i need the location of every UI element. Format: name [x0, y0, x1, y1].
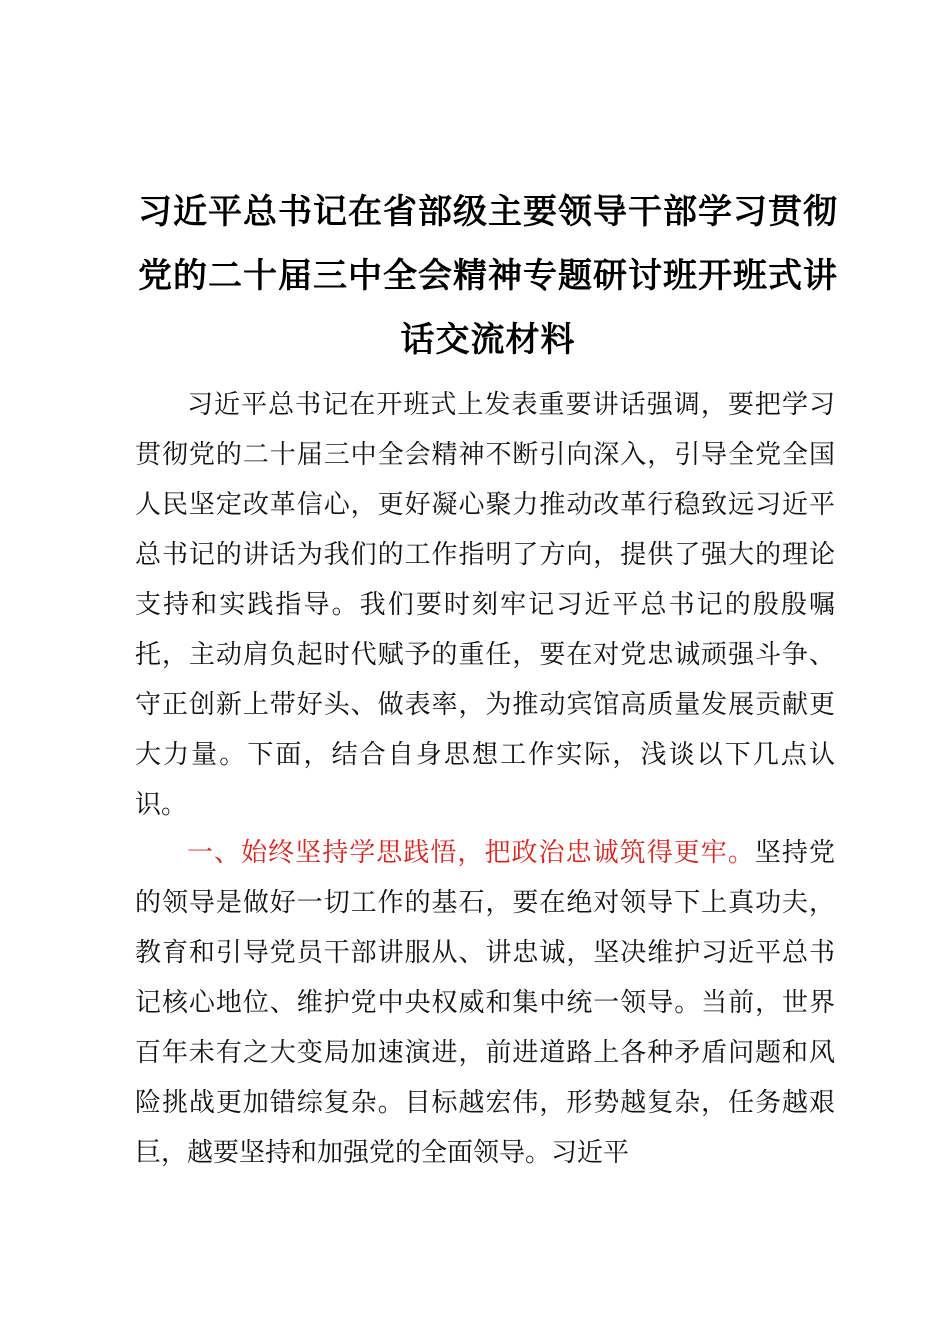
intro-paragraph: 习近平总书记在开班式上发表重要讲话强调，要把学习贯彻党的二十届三中全会精神不断引向深入，引导全党全国人民坚定改革信心，更好凝心聚力推动改革行稳致远习近平总书记的讲话为我们的工作指明了方向，提供了强大的理论支持和实践指导。我们要时刻牢记习近平总书记的殷殷嘱托，主动肩负起时代赋予的重任，要在对党忠诚顽强斗争、守正创新上带好头、做表率，为推动宾馆高质量发展贡献更大力量。下面，结合自身思想工作实际，浅谈以下几点认识。: [135, 390, 835, 820]
section-1-body: 坚持党的领导是做好一切工作的基石，要在绝对领导下上真功夫，教育和引导党员干部讲服从、讲忠诚，坚决维护习近平总书记核心地位、维护党中央权威和集中统一领导。当前，世界百年未有之大变局加速演进，前进道路上各种矛盾问题和风险挑战更加错综复杂。目标越宏伟，形势越复杂，任务越艰巨，越要坚持和加强党的全面领导。习近平: [135, 838, 835, 1168]
section-1-heading: 一、始终坚持学思践悟，把政治忠诚筑得更牢。: [187, 838, 755, 868]
section-1-paragraph: [135, 828, 835, 1178]
document-title: 习近平总书记在省部级主要领导干部学习贯彻党的二十届三中全会精神专题研讨班开班式讲话交流材料: [138, 192, 838, 360]
